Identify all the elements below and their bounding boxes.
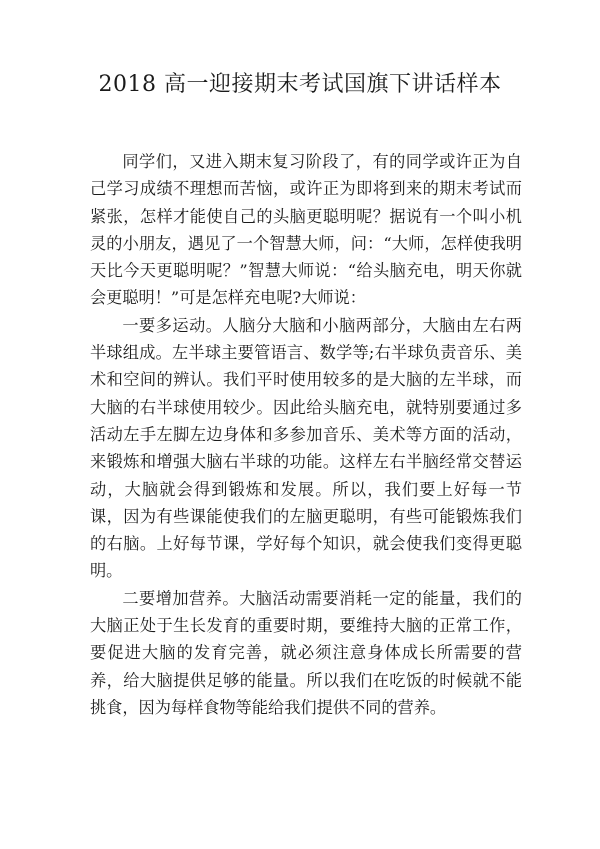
paragraph-nutrition: 二要增加营养。大脑活动需要消耗一定的能量，我们的大脑正处于生长发育的重要时期，要维持大脑的正常工作，要促进大脑的发育完善，就必须注意身体成长所需要的营养，给大脑提供足够的能量。所以我们在吃饭的时候就不能挑食，因为每样食物等能给我们提供不同的营养。 [90, 588, 522, 717]
document-title: 2018 高一迎接期末考试国旗下讲话样本 [98, 72, 502, 97]
document-body [90, 148, 522, 721]
paragraph-exercise: 一要多运动。人脑分大脑和小脑两部分，大脑由左右两半球组成。左半球主要管语言、数学等;右半球负责音乐、美术和空间的辨认。我们平时使用较多的是大脑的左半球，而大脑的右半球使用较少。因此给头脑充电，就特别要通过多活动左手左脚左边身体和多参加音乐、美术等方面的活动，来锻炼和增强大脑右半球的功能。这样左右半脑经常交替运动，大脑就会得到锻炼和发展。所以，我们要上好每一节课，因为有些课能使我们的左脑更聪明，有些可能锻炼我们的右脑。上好每节课，学好每个知识，就会使我们变得更聪明。 [90, 315, 522, 581]
paragraph-intro: 同学们，又进入期末复习阶段了，有的同学或许正为自己学习成绩不理想而苦恼，或许正为即将到来的期末考试而紧张，怎样才能使自己的头脑更聪明呢？据说有一个叫小机灵的小朋友，遇见了一个智慧大师，问：“大师，怎样使我明天比今天更聪明呢？”智慧大师说：“给头脑充电，明天你就会更聪明！”可是怎样充电呢?大师说： [90, 152, 522, 308]
